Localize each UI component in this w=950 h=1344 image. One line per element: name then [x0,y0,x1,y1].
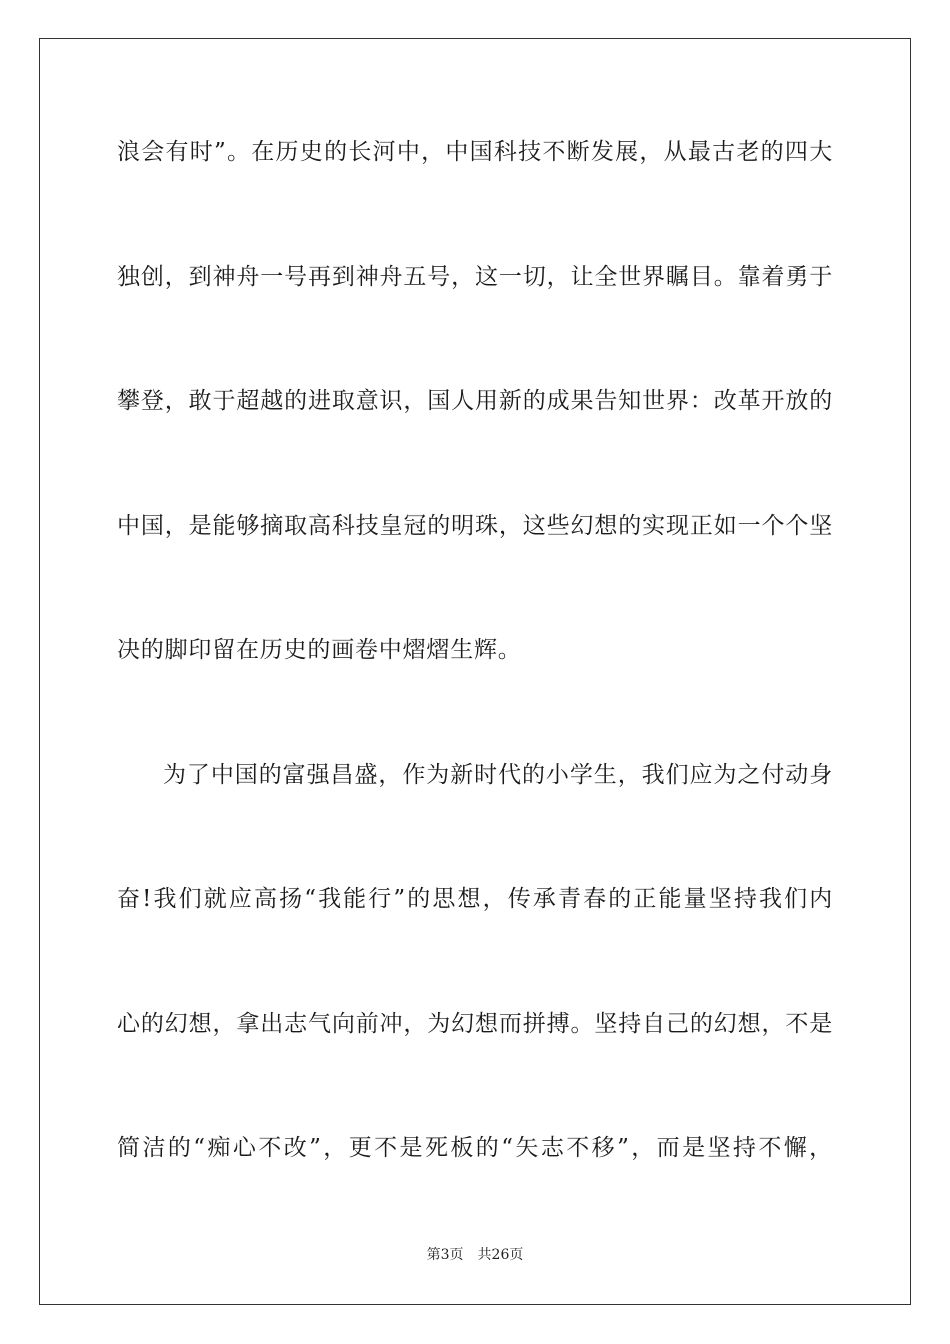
body-line-1: 浪会有时”。在历史的长河中，中国科技不断发展，从最古老的四大 [117,139,833,165]
body-line-6: 为了中国的富强昌盛，作为新时代的小学生，我们应为之付动身 [163,762,833,788]
body-line-8: 心的幻想，拿出志气向前冲，为幻想而拼搏。坚持自己的幻想，不是 [117,1011,833,1037]
page-frame [39,38,911,1305]
body-line-9: 简洁的“痴心不改”，更不是死板的“矢志不移”，而是坚持不懈， [117,1135,833,1161]
page-number: 第3页 [426,1247,464,1263]
page-total: 共26页 [477,1247,524,1263]
body-line-5: 决的脚印留在历史的画卷中熠熠生辉。 [117,637,522,663]
body-line-7: 奋!我们就应高扬“我能行”的思想，传承青春的正能量坚持我们内 [117,886,833,912]
body-line-2: 独创，到神舟一号再到神舟五号，这一切，让全世界瞩目。靠着勇于 [117,264,833,290]
body-line-4: 中国，是能够摘取高科技皇冠的明珠，这些幻想的实现正如一个个坚 [117,513,833,539]
page-footer [0,1246,950,1264]
body-line-3: 攀登，敢于超越的进取意识，国人用新的成果告知世界：改革开放的 [117,388,833,414]
